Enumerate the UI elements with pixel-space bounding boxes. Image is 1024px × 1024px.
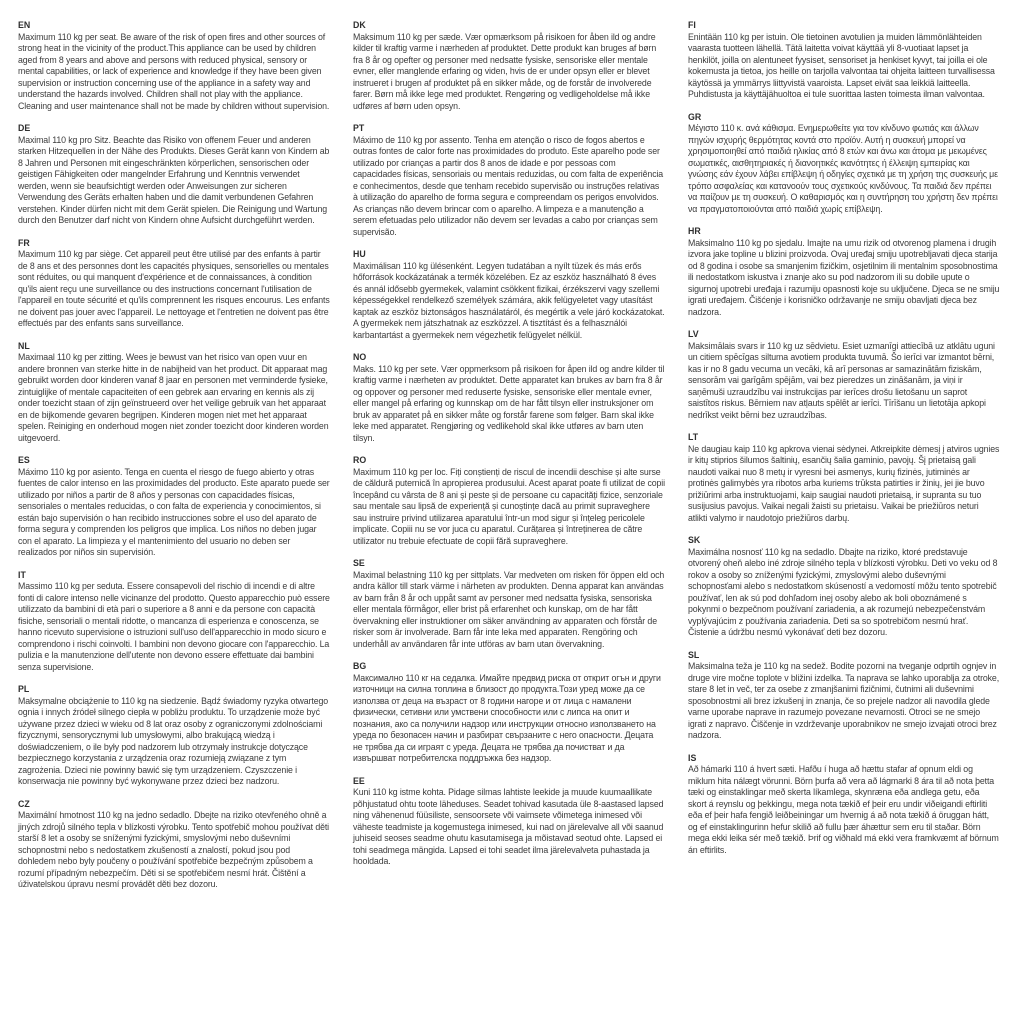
language-code-heading: SE <box>353 558 365 568</box>
safety-text: Μέγιστο 110 κ. ανά κάθισμα. Ενημερωθείτε για τον κίνδυνο φωτιάς και άλλων πηγών ισχυρής θερμότητας κοντά στο προϊόν. Αυτή η συσκευή μπορεί να χρησιμοποιηθεί από παιδιά ηλικίας από 8 ετών και άνω και άτομα με μειωμένες σωματικές, αισθητηριακές ή διανοητικές ικανότητες ή έλλειψη εμπειρίας και γνώσης εάν έχουν λάβει επίβλεψη ή οδηγίες σχετικά με τη χρήση της συσκευής με τρόπο ασφαλείας και κατανοούν τους σχετικούς κινδύνους. Τα παιδιά δεν πρέπει να παίζουν με τη συσκευή. Ο καθαρισμός και η συντήρηση του χρήστη δεν πρέπει να πραγματοποιούνται από παιδιά χωρίς επίβλεψη. <box>688 123 998 214</box>
safety-text: Maksimālais svars ir 110 kg uz sēdvietu. Esiet uzmanīgi attiecībā uz atklātu uguni un citiem spēcīgas siltuma avotiem produkta tuvumā. Šo ierīci var izmantot bērni, kas ir no 8 gadu vecuma un vecāki, kā arī personas ar samazinātām fiziskām, sensorām vai garīgām spējām, vai bez pieredzes un zināšanām, ja viņi ir saņēmuši uzraudzību vai instrukcijas par ierīces drošu lietošanu un saprot saistītos riskus. Bērniem nav atļauts spēlēt ar ierīci. Tīrīšanu un lietotāja apkopi nedrīkst veikt bērni bez uzraudzības. <box>688 340 995 420</box>
language-code-heading: SL <box>688 649 700 660</box>
section-de <box>18 123 330 227</box>
safety-text: Maximum 110 kg par siège. Cet appareil peut être utilisé par des enfants à partir de 8 ans et des personnes dont les capacités physiques, sensorielles ou mentales sont réduites, ou qui manquent d'expérience et de connaissances, à condition qu'ils aient reçu une surveillance ou des instructions concernant l'utilisation de l'appareil en toute sécurité et qu'ils comprennent les risques encourus. Les enfants ne doivent pas jouer avec l'appareil. Le nettoyage et l'entretien ne doivent pas être effectués par des enfants sans surveillance. <box>18 249 330 328</box>
language-code-heading: DK <box>353 20 366 30</box>
section-no <box>353 352 665 444</box>
language-code-heading: BG <box>353 661 367 671</box>
section-it <box>18 570 330 674</box>
section-es <box>18 455 330 559</box>
column-2 <box>353 20 665 902</box>
safety-text: Maximum 110 kg per loc. Fiți conștienți de riscul de incendii deschise și alte surse de căldură puternică în apropierea produsului. Acest aparat poate fi utilizat de copii începând cu vârsta de 8 ani și peste și de persoane cu capacități fizice, senzoriale sau mentale sau lipsă de experiență și cunoștințe dacă au primit supraveghere sau instruire privind utilizarea aparatului într-un mod sigur și înțeleg pericolele implicate. Copiii nu se vor juca cu aparatul. Curățarea și întreținerea de către utilizator nu trebuie efectuate de copii fără supraveghere. <box>353 466 665 546</box>
section-fr <box>18 238 330 330</box>
language-code-heading: NO <box>353 352 367 362</box>
safety-text: Maks. 110 kg per sete. Vær oppmerksom på risikoen for åpen ild og andre kilder til kraftig varme i nærheten av produktet. Dette apparatet kan brukes av barn fra 8 år og oppover og personer med reduserte fysiske, sensoriske eller mentale evner, eller mangel på erfaring og kunnskap om de har fått tilsyn eller instruksjoner om bruk av apparatet på en sikker måte og forstår farene som følger. Barn skal ikke leke med apparatet. Rengjøring og vedlikehold skal ikke utføres av barn uten tilsyn. <box>353 363 665 443</box>
section-hu <box>353 249 665 341</box>
section-en <box>18 20 330 112</box>
language-code-heading: DE <box>18 123 31 133</box>
language-code-heading: EE <box>353 775 365 786</box>
section-fi <box>688 20 1000 101</box>
language-code-heading: LT <box>688 432 699 442</box>
safety-text: Maximal belastning 110 kg per sittplats. Var medveten om risken för öppen eld och andra källor till stark värme i närheten av produkten. Denna apparat kan användas av barn från 8 år och uppåt samt av personer med nedsatta fysiska, sensoriska eller mentala förmågor, eller brist på erfarenhet och kunskap, om de har fått övervakning eller instruktioner om säker användning av apparaten och förstår de risker som är involverade. Barn får inte leka med apparaten. Rengöring och underhåll av användaren får inte utföras av barn utan övervakning. <box>353 569 665 649</box>
safety-text: Maximálisan 110 kg ülésenként. Legyen tudatában a nyílt tüzek és más erős hőforrások kockázatának a termék közelében. Ez az eszköz használható 8 éves és annál idősebb gyermekek, valamint csökkent fizikai, érzékszervi vagy szellemi képességekkel rendelkező személyek számára, akik felügyeletet vagy utasítást kaptak az eszköz biztonságos használatáról, és megértik a vele járó kockázatokat. A gyermekek nem játszhatnak az eszközzel. A tisztítást és a felhasználói karbantartást a gyermekek nem végezhetik felügyelet nélkül. <box>353 260 665 340</box>
section-cz <box>18 799 330 891</box>
section-bg <box>353 661 665 765</box>
section-lv <box>688 329 1000 421</box>
section-nl <box>18 341 330 445</box>
column-1 <box>18 20 330 902</box>
safety-text: Maksimalna teža je 110 kg na sedež. Bodite pozorni na tveganje odprtih ognjev in druge vire močne toplote v bližini izdelka. Ta naprava se lahko uporablja za otroke, stare 8 let in več, ter za osebe z zmanjšanimi fizičnimi, čutnimi ali duševnimi sposobnostmi ali brez izkušenj in znanja, če so prejele nadzor ali navodila glede varne uporabe naprave in razumejo povezane nevarnosti. Otroci se ne smejo igrati z napravo. Čiščenje in vzdrževanje uporabnikov ne smejo izvajati otroci brez nadzora. <box>688 661 1000 740</box>
language-code-heading: CZ <box>18 798 30 809</box>
safety-text: Máximo de 110 kg por assento. Tenha em atenção o risco de fogos abertos e outras fontes de calor forte nas proximidades do produto. Este aparelho pode ser utilizado por crianças a partir dos 8 anos de idade e por pessoas com capacidades físicas, sensoriais ou mentais reduzidas, ou com falta de experiência e conhecimentos, desde que tenham recebido supervisão ou instruções relativas à utilização do aparelho de forma segura e compreendam os perigos envolvidos. As crianças não devem brincar com o aparelho. A limpeza e a manutenção a serem efetuadas pelo utilizador não devem ser levadas a cabo por crianças sem supervisão. <box>353 134 664 237</box>
section-gr <box>688 112 1000 216</box>
language-code-heading: IT <box>18 569 26 580</box>
safety-text: Kuni 110 kg istme kohta. Pidage silmas lahtiste leekide ja muude kuumaallikate põhjustatud ohtu toote läheduses. Seadet tohivad kasutada üle 8-aastased lapsed ning vähenenud füüsiliste, sensoorsete või vaimsete võimetega inimesed või väheste teadmiste ja kogemustega inimesed, kui nad on järelevalve all või saanud juhiseid seoses seadme ohutu kasutamisega ja mõistavad seotud ohte. Lapsed ei tohi seadmega mängida. Lapsed ei tohi seadet ilma järelevalveta puhastada ja hooldada. <box>353 787 664 866</box>
section-is <box>688 753 1000 857</box>
language-code-heading: IS <box>688 752 697 763</box>
safety-text: Maximaal 110 kg per zitting. Wees je bewust van het risico van open vuur en andere bronnen van sterke hitte in de nabijheid van het product. Dit apparaat mag gebruikt worden door kinderen vanaf 8 jaar en personen met verminderde fysieke, zintuiglijke of mentale capaciteiten of een gebrek aan ervaring en kennis als zij onder toezicht staan of zijn geïnstrueerd over het veilige gebruik van het apparaat en de bijkomende gevaren begrijpen. Kinderen mogen niet met het apparaat spelen. Reiniging en onderhoud mogen niet zonder toezicht door kinderen worden uitgevoerd. <box>18 352 329 443</box>
language-code-heading: NL <box>18 340 30 351</box>
section-ee <box>353 776 665 868</box>
safety-text: Maximální hmotnost 110 kg na jedno sedadlo. Dbejte na riziko otevřeného ohně a jiných zdrojů silného tepla v blízkosti výrobku. Tento spotřebič mohou používat děti starší 8 let a osoby se sníženými fyzickými, smyslovými nebo duševními schopnostmi nebo s nedostatkem zkušeností a znalostí, pokud jsou pod dohledem nebo byly poučeny o používání spotřebiče bezpečným způsobem a rozumí případným nebezpečím. Děti si se spotřebičem nesmí hrát. Čištění a úživatelskou úpravu nesmí provádět děti bez dozoru. <box>18 810 330 889</box>
safety-text: Máximo 110 kg por asiento. Tenga en cuenta el riesgo de fuego abierto y otras fuentes de calor intenso en las proximidades del producto. Este aparato puede ser utilizado por niños a partir de 8 años y personas con capacidades físicas, sensoriales o mentales reducidas, o con falta de experiencia y conocimientos, si están bajo supervisión o han recibido instrucciones sobre el uso del aparato de forma segura y comprenden los peligros que implica. Los niños no deben jugar con el aparato. La limpieza y el mantenimiento del usuario no deben ser realizados por niños sin supervisión. <box>18 466 330 557</box>
section-sk <box>688 535 1000 639</box>
section-lt <box>688 432 1000 524</box>
section-dk <box>353 20 665 112</box>
safety-text: Максимално 110 кг на седалка. Имайте предвид риска от открит огън и други източници на силна топлина в близост до продукта.Този уред може да се използва от деца на възраст от 8 години нагоре и от лица с намалени физически, сетивни или умствени способности или с липса на опит и познания, ако са получили надзор или инструкции относно използването на уреда по безопасен начин и разбират свързаните с него опасности. Децата не трябва да си играят с уреда. Децата не трябва да почистват и да извършват потребителска поддръжка без надзор. <box>353 672 661 763</box>
safety-text: Að hámarki 110 á hvert sæti. Hafðu í huga að hættu stafar af opnum eldi og miklum hita nálægt vörunni. Börn þurfa að vera að lágmarki 8 ára til að nota þetta tæki og einstaklingar með skerta líkamlega, skynræna eða andlega getu, eða skort á reynslu og þekkingu, mega nota tækið ef þeir eru undir viðeigandi eftirliti eða ef þeir hafa fengið leiðbeiningar um hvernig á að nota tækið á öruggan hátt, og ef einstaklingurinn hefur skilið að fullu þær áhættur sem eru til staðar. Börn mega ekki leika sér með tækið. Þrif og viðhald má ekki vera framkvæmt af börnum án eftirlits. <box>688 764 999 855</box>
safety-text: Massimo 110 kg per seduta. Essere consapevoli del rischio di incendi e di altre fonti di calore intenso nelle vicinanze del prodotto. Questo apparecchio può essere utilizzato da bambini di età pari o superiore a 8 anni e da persone con capacità fisiche, sensoriali o mentali ridotte, o mancanza di esperienza e conoscenza, se hanno ricevuto supervisione o istruzioni sull'uso dell'apparecchio in modo sicuro e comprendono i rischi coinvolti. I bambini non devono giocare con l'apparecchio. La pulizia e la manutenzione dell'utente non devono essere effettuate dai bambini senza supervisione. <box>18 581 330 672</box>
safety-text: Ne daugiau kaip 110 kg apkrova vienai sėdynei. Atkreipkite dėmesį į atviros ugnies ir kitų stiprios šilumos šaltinių, esančių šalia gaminio, pavojų. Šį prietaisą gali naudoti vaikai nuo 8 metų ir vyresni bei asmenys, kurių fizinės, jutiminės ar protinės galimybės yra ribotos arba kuriems trūksta patirties ir žinių, jei jie buvo prižiūrimi arba instruktuojami, kaip saugiai naudoti prietaisą, ir supranta su tuo susijusius pavojus. Vaikai negali žaisti su prietaisu. Vaikai be priežiūros neturi atlikti valymo ir naudotojo priežiūros darbų. <box>688 443 1000 523</box>
language-code-heading: RO <box>353 455 367 465</box>
safety-text: Maximum 110 kg per seat. Be aware of the risk of open fires and other sources of strong heat in the vicinity of the product.This appliance can be used by children aged from 8 years and above and persons with reduced physical, sensory or mental capabilities, or lack of experience and knowledge if they have been given supervision or instruction concerning use of the appliance in a safety way and understand the hazards involved. Children shall not play with the appliance. Cleaning and user maintenance shall not be made by children without supervision. <box>18 31 330 111</box>
section-pl <box>18 684 330 788</box>
safety-text: Enintään 110 kg per istuin. Ole tietoinen avotulien ja muiden lämmönlähteiden vaarasta tuotteen lähellä. Tätä laitetta voivat käyttää yli 8-vuotiaat lapset ja henkilöt, joilla on alentuneet fyysiset, sensoriset ja henkiset kyvyt, tai joilla ei ole kokemusta ja tietoa, jos heille on tarjolla valvontaa tai ohjeita laitteen turvallisessa käytössä ja ymmärrys liittyvistä vaaroista. Lapset eivät saa leikkiä laitteella. Puhdistusta ja käyttäjähuoltoa ei tule suorittaa lasten toimesta ilman valvontaa. <box>688 31 995 99</box>
language-code-heading: PL <box>18 684 30 694</box>
language-code-heading: HU <box>353 249 366 259</box>
section-ro <box>353 455 665 547</box>
language-code-heading: LV <box>688 329 699 339</box>
safety-text: Maksimalno 110 kg po sjedalu. Imajte na umu rizik od otvorenog plamena i drugih izvora jake topline u blizini proizvoda. Ovaj uređaj smiju upotrebljavati djeca starija od 8 godina i osobe sa smanjenim fizičkim, osjetilnim ili mentalnim sposobnostima ili nedostatkom iskustva i znanje ako su pod nadzorom ili su dobile upute o sigurnoj upotrebi uređaja i razumiju opasnosti koje su uključene. Djeca se ne smiju igrati uređajem. Čišćenje i korisničko održavanje ne smiju obavljati djeca bez nadzora. <box>688 237 1000 317</box>
language-code-heading: PT <box>353 123 365 133</box>
section-sl <box>688 650 1000 742</box>
safety-text: Maksimum 110 kg per sæde. Vær opmærksom på risikoen for åben ild og andre kilder til kraftig varme i nærheden af produktet. Dette produkt kan bruges af børn fra 8 år og opefter og personer med nedsatte fysiske, sensoriske eller mentale evner, eller manglende erfaring og viden, hvis de er under opsyn eller er blevet instrueret i brugen af produktet på en sikker måde, og de forstår de involverede farer. Børn må ikke lege med produktet. Rengøring og vedligeholdelse må ikke udføres af børn uden opsyn. <box>353 31 657 111</box>
section-se <box>353 558 665 650</box>
section-pt <box>353 123 665 238</box>
language-code-heading: HR <box>688 226 701 236</box>
language-code-heading: FI <box>688 20 696 30</box>
safety-text: Maximal 110 kg pro Sitz. Beachte das Risiko von offenem Feuer und anderen starken Hitzequellen in der Nähe des Produkts. Dieses Gerät kann von Kindern ab 8 Jahren und Personen mit eingeschränkten körperlichen, sensorischen oder geistigen Fähigkeiten oder mangelnder Erfahrung und Kenntnis verwendet werden, wenn sie beaufsichtigt werden oder Anweisungen zur sicheren Verwendung des Geräts erhalten haben und die damit verbundenen Gefahren verstehen. Kinder dürfen nicht mit dem Gerät spielen. Die Reinigung und Wartung durch den Benutzer darf nicht von Kindern ohne Aufsicht durchgeführt werden. <box>18 134 330 225</box>
language-code-heading: FR <box>18 237 30 248</box>
column-3 <box>688 20 1000 902</box>
language-code-heading: GR <box>688 111 702 122</box>
language-code-heading: EN <box>18 20 31 30</box>
safety-text: Maksymalne obciążenie to 110 kg na siedzenie. Bądź świadomy ryzyka otwartego ognia i innych źródeł silnego ciepła w pobliżu produktu. To urządzenie może być używane przez dzieci w wieku od 8 lat oraz osoby z ograniczonymi zdolnościami fizycznymi, sensorycznymi lub umysłowymi, albo brakującą wiedzą i doświadczeniem, o ile były pod nadzorem lub otrzymały instrukcje dotyczące bezpiecznego korzystania z urządzenia oraz rozumieją związane z tym zagrożenia. Dzieci nie powinny bawić się tym urządzeniem. Czyszczenie i konserwacja nie powinny być wykonywane przez dzieci bez nadzoru. <box>18 695 329 786</box>
language-code-heading: SK <box>688 535 701 545</box>
safety-text: Maximálna nosnosť 110 kg na sedadlo. Dbajte na riziko, ktoré predstavuje otvorený oheň alebo iné zdroje silného tepla v blízkosti výrobku. Deti vo veku od 8 rokov a osoby so zníženými fyzickými, zmyslovými alebo duševnými schopnosťami alebo s nedostatkom skúseností a vedomostí môžu tento spotrebič používať, len ak sú pod dohľadom inej osoby alebo ak boli oboznámené s pokynmi o bezpečnom používaní zariadenia, a ak rozumejú nebezpečenstvám vyplývajúcim z používania zariadenia. Deti sa so spotrebičom nesmú hrať. Čistenie a údržbu nesmú vykonávať deti bez dozoru. <box>688 546 998 637</box>
section-hr <box>688 226 1000 318</box>
language-code-heading: ES <box>18 455 30 465</box>
